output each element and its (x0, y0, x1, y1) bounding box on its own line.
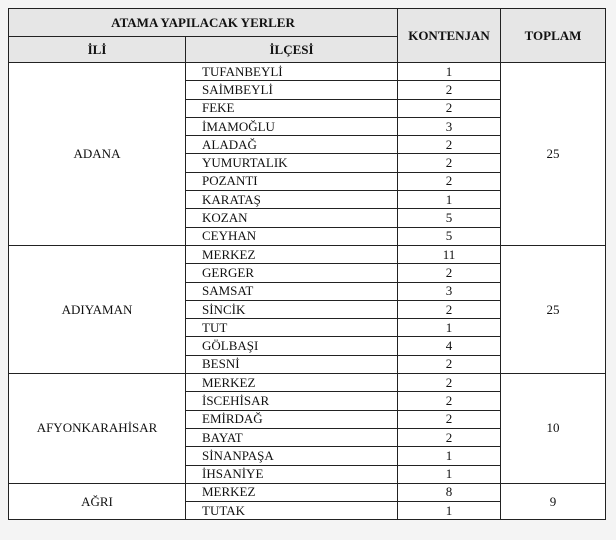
district-name: TUFANBEYLİ (186, 63, 398, 81)
district-quota: 5 (398, 209, 501, 227)
district-name: BAYAT (186, 428, 398, 446)
district-quota: 8 (398, 483, 501, 501)
district-quota: 2 (398, 410, 501, 428)
district-name: İHSANİYE (186, 465, 398, 483)
province-name: AĞRI (9, 483, 186, 520)
table-row (9, 483, 606, 501)
district-quota: 2 (398, 136, 501, 154)
district-name: SİNANPAŞA (186, 447, 398, 465)
district-quota: 1 (398, 191, 501, 209)
table-row (9, 63, 606, 81)
province-name: ADANA (9, 63, 186, 246)
district-name: MERKEZ (186, 374, 398, 392)
district-name: EMİRDAĞ (186, 410, 398, 428)
district-name: SİNCİK (186, 300, 398, 318)
district-name: İSCEHİSAR (186, 392, 398, 410)
header-toplam: TOPLAM (501, 9, 606, 63)
district-name: SAMSAT (186, 282, 398, 300)
district-name: MERKEZ (186, 483, 398, 501)
district-quota: 2 (398, 81, 501, 99)
district-quota: 2 (398, 355, 501, 373)
district-quota: 4 (398, 337, 501, 355)
district-name: YUMURTALIK (186, 154, 398, 172)
header-ilce: İLÇESİ (186, 37, 398, 63)
table-body (9, 63, 606, 520)
district-quota: 3 (398, 282, 501, 300)
assignment-table-container (8, 8, 605, 520)
province-name: ADIYAMAN (9, 245, 186, 373)
district-name: KARATAŞ (186, 191, 398, 209)
table-row (9, 374, 606, 392)
district-quota: 5 (398, 227, 501, 245)
district-name: MERKEZ (186, 245, 398, 263)
district-quota: 2 (398, 300, 501, 318)
district-quota: 2 (398, 374, 501, 392)
district-quota: 11 (398, 245, 501, 263)
province-total: 9 (501, 483, 606, 520)
province-name: AFYONKARAHİSAR (9, 374, 186, 484)
assignment-table (8, 8, 606, 520)
district-quota: 1 (398, 319, 501, 337)
header-il: İLİ (9, 37, 186, 63)
district-quota: 2 (398, 264, 501, 282)
district-quota: 1 (398, 502, 501, 520)
district-name: BESNİ (186, 355, 398, 373)
district-name: TUTAK (186, 502, 398, 520)
district-name: SAİMBEYLİ (186, 81, 398, 99)
district-quota: 1 (398, 63, 501, 81)
district-name: KOZAN (186, 209, 398, 227)
header-kontenjan: KONTENJAN (398, 9, 501, 63)
table-row (9, 245, 606, 263)
province-total: 25 (501, 63, 606, 246)
district-quota: 2 (398, 392, 501, 410)
district-name: GÖLBAŞI (186, 337, 398, 355)
district-name: ALADAĞ (186, 136, 398, 154)
district-quota: 1 (398, 465, 501, 483)
district-name: CEYHAN (186, 227, 398, 245)
district-quota: 2 (398, 428, 501, 446)
district-name: POZANTI (186, 172, 398, 190)
province-total: 10 (501, 374, 606, 484)
district-name: TUT (186, 319, 398, 337)
district-quota: 2 (398, 99, 501, 117)
district-quota: 3 (398, 117, 501, 135)
district-quota: 2 (398, 154, 501, 172)
header-group: ATAMA YAPILACAK YERLER (9, 9, 398, 37)
province-total: 25 (501, 245, 606, 373)
district-quota: 1 (398, 447, 501, 465)
district-name: FEKE (186, 99, 398, 117)
district-name: GERGER (186, 264, 398, 282)
district-quota: 2 (398, 172, 501, 190)
district-name: İMAMOĞLU (186, 117, 398, 135)
